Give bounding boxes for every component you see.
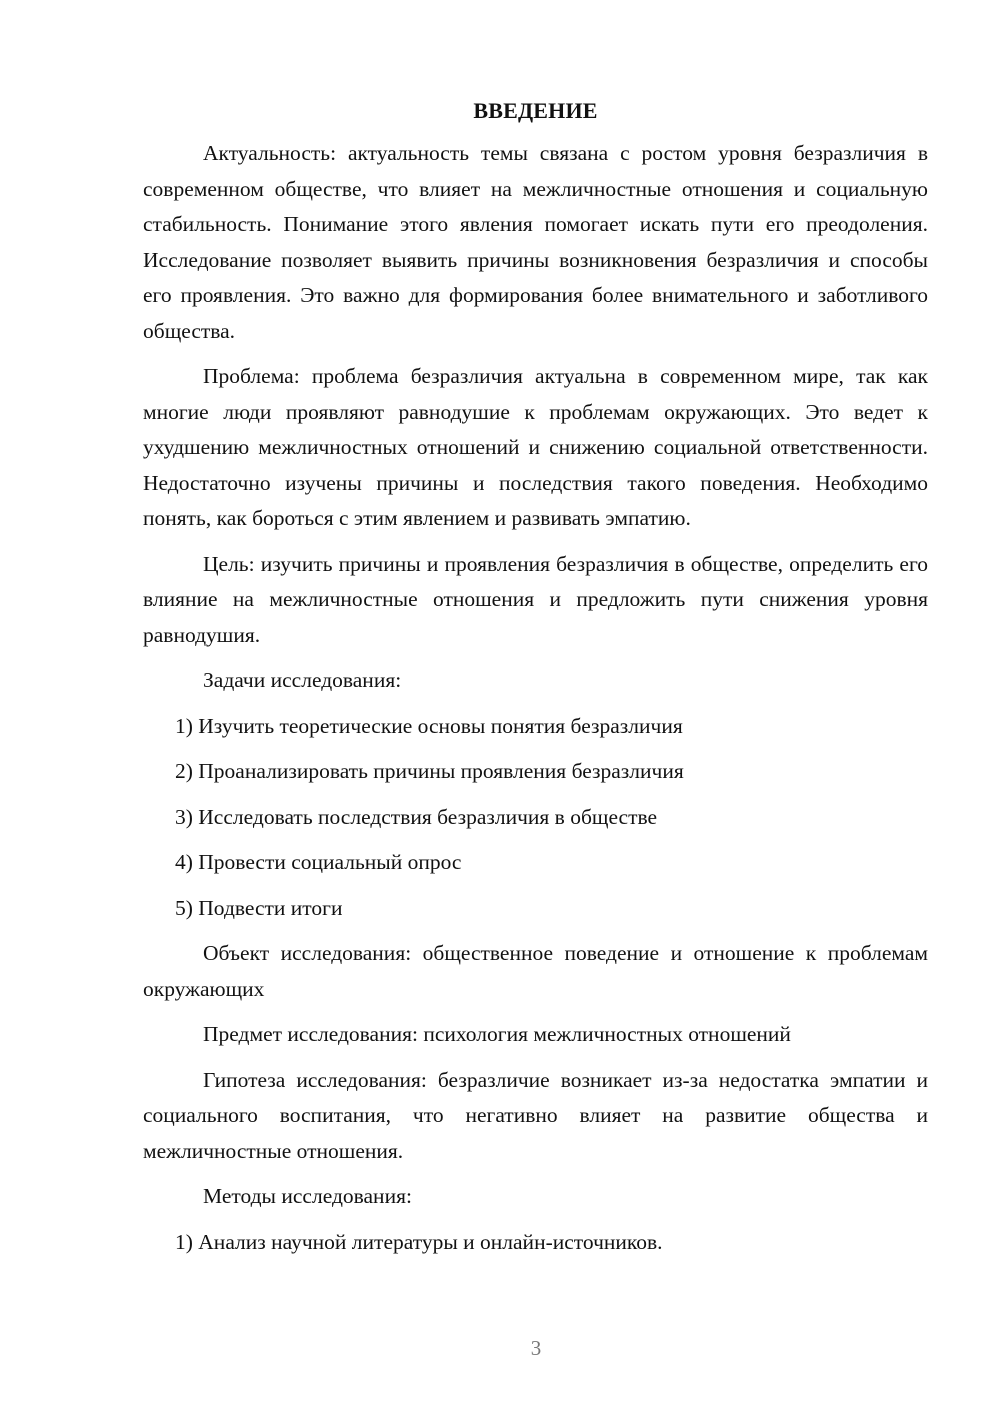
page-content [143, 96, 928, 1270]
page-title: ВВЕДЕНИЕ [473, 98, 598, 123]
page-number: 3 [530, 1336, 542, 1360]
methods-heading: Методы исследования: [203, 1184, 412, 1208]
list-item: 2) Проанализировать причины проявления безразличия [175, 759, 684, 783]
list-item: 5) Подвести итоги [175, 895, 343, 920]
subject-paragraph: Предмет исследования: психология межличностных отношений [203, 1022, 791, 1046]
list-item: 1) Анализ научной литературы и онлайн-источников. [175, 1229, 663, 1254]
relevance-paragraph: Актуальность: актуальность темы связана с ростом уровня безразличия в современном обществе, что влияет на межличностные отношения и социальную стабильность. Понимание этого явления помогает искать пути его преодоления. Исследование позволяет выявить причины возникновения безразличия и способы его проявления. Это важно для формирования более внимательного и заботливого общества. [143, 141, 928, 343]
object-paragraph: Объект исследования: общественное поведение и отношение к проблемам окружающих [143, 941, 928, 1001]
methods-list [143, 1225, 928, 1261]
goal-paragraph: Цель: изучить причины и проявления безразличия в обществе, определить его влияние на межличностные отношения и предложить пути снижения уровня равнодушия. [143, 551, 928, 647]
list-item: 3) Исследовать последствия безразличия в обществе [175, 804, 658, 829]
list-item: 4) Провести социальный опрос [175, 850, 462, 874]
list-item: 1) Изучить теоретические основы понятия безразличия [175, 713, 683, 738]
tasks-heading: Задачи исследования: [203, 668, 402, 692]
tasks-list [143, 709, 928, 927]
hypothesis-paragraph: Гипотеза исследования: безразличие возникает из-за недостатка эмпатии и социального воспитания, что негативно влияет на развитие общества и межличностные отношения. [143, 1067, 928, 1163]
problem-paragraph: Проблема: проблема безразличия актуальна в современном мире, так как многие люди проявляют равнодушие к проблемам окружающих. Это ведет к ухудшению межличностных отношений и снижению социальной ответственности. Недостаточно изучены причины и последствия такого поведения. Необходимо понять, как бороться с этим явлением и развивать эмпатию. [143, 364, 928, 530]
